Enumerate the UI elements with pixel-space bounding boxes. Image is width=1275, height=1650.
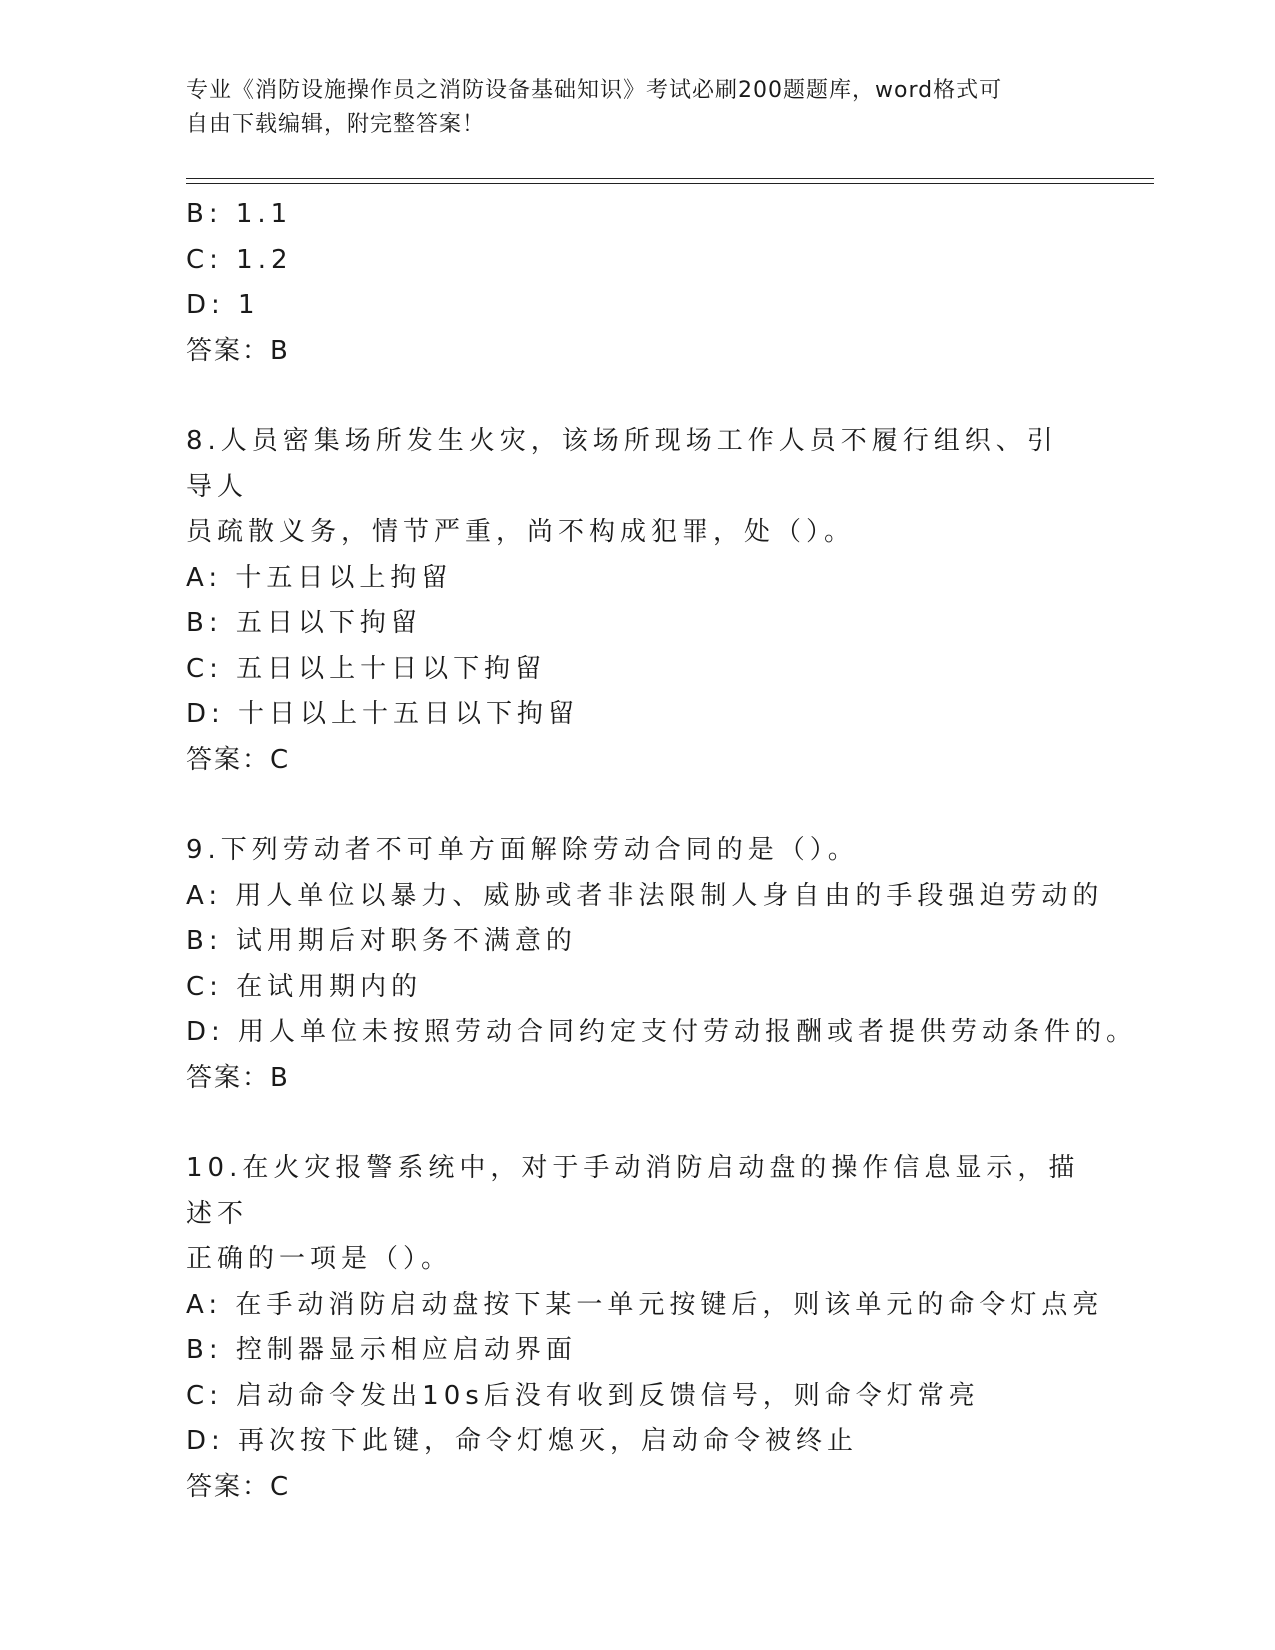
option-c: C: 在试用期内的 [186,971,423,1002]
question-text-line: 10.在火灾报警系统中，对于手动消防启动盘的操作信息显示，描述不 [186,1153,1080,1229]
option-d: D: 1 [186,290,260,320]
option-d: D: 用人单位未按照劳动合同约定支付劳动报酬或者提供劳动条件的。 [186,1017,1138,1047]
question-text-line: 8.人员密集场所发生火灾，该场所现场工作人员不履行组织、引导人 [186,426,1058,502]
header-divider-top [186,178,1154,179]
answer: 答案：C [186,1471,291,1502]
option-b: B: 试用期后对职务不满意的 [186,926,577,956]
option-a: A: 用人单位以暴力、威胁或者非法限制人身自由的手段强迫劳动的 [186,880,1104,911]
option-b: B: 五日以下拘留 [186,608,422,638]
question-8 [186,419,1086,783]
option-d: D: 十日以上十五日以下拘留 [186,699,580,729]
option-a: A: 在手动消防启动盘按下某一单元按键后，则该单元的命令灯点亮 [186,1289,1104,1320]
option-a: A: 十五日以上拘留 [186,562,453,593]
header-line-2: 自由下载编辑，附完整答案！ [186,112,486,137]
option-b: B: 1.1 [186,199,293,229]
answer: 答案：B [186,335,290,366]
option-d: D: 再次按下此键，命令灯熄灭，启动命令被终止 [186,1426,859,1456]
question-text-line: 正确的一项是（）。 [186,1244,453,1274]
option-c: C: 1.2 [186,244,293,275]
question-10 [186,1146,1104,1510]
question-9 [186,828,1138,1101]
answer: 答案：C [186,744,291,775]
document-body [186,192,1138,1510]
option-b: B: 控制器显示相应启动界面 [186,1335,577,1365]
option-c: C: 五日以上十日以下拘留 [186,653,547,684]
prev-question-tail [186,192,1086,374]
option-c: C: 启动命令发出10s后没有收到反馈信号，则命令灯常亮 [186,1380,980,1411]
header-line-1: 专业《消防设施操作员之消防设备基础知识》考试必刷200题题库，word格式可 [186,78,1003,103]
document-header [186,74,1086,142]
question-text-line: 员疏散义务，情节严重，尚不构成犯罪，处（）。 [186,517,856,547]
question-text-line: 9.下列劳动者不可单方面解除劳动合同的是（）。 [186,835,859,865]
header-divider-bottom [186,183,1154,184]
answer: 答案：B [186,1062,290,1093]
